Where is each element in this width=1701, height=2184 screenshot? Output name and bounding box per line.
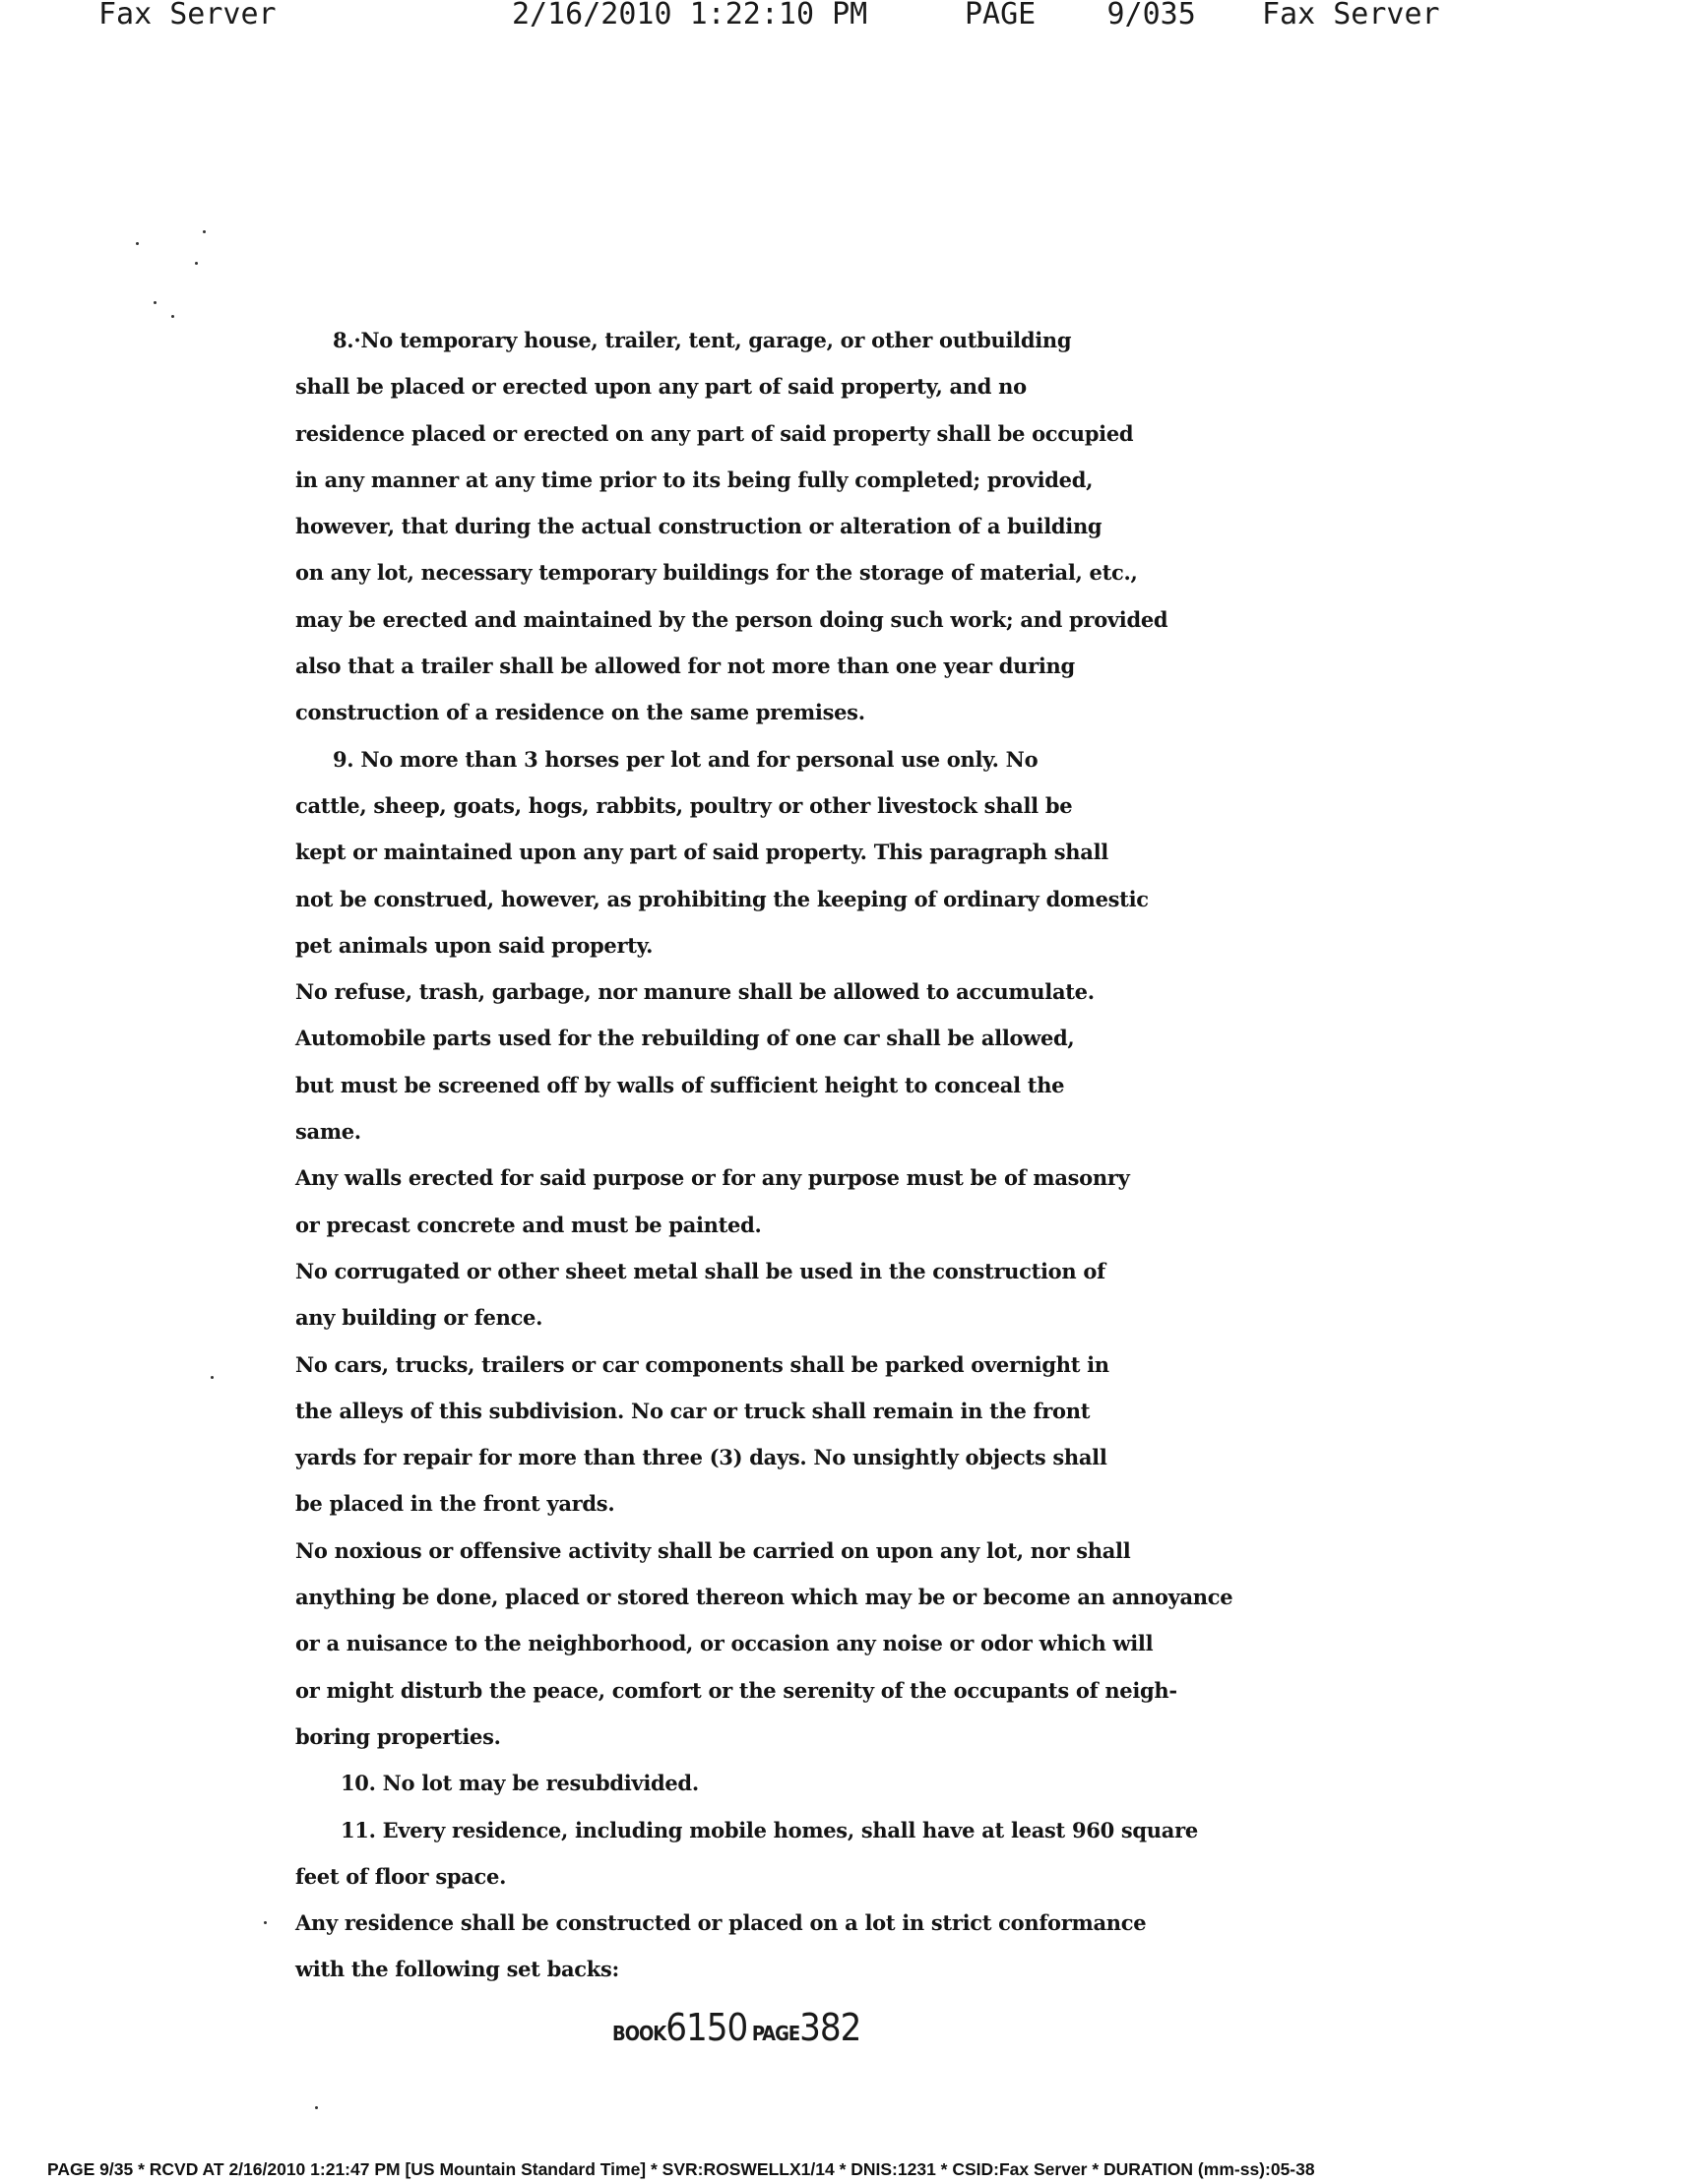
document-line: Automobile parts used for the rebuilding of one car shall be allowed,	[295, 1026, 1075, 1051]
document-line: same.	[295, 1119, 361, 1145]
document-line: shall be placed or erected upon any part of said property, and no	[295, 374, 1027, 400]
fax-header-sender: Fax Server	[98, 0, 277, 31]
fax-header-page: PAGE 9/035	[965, 0, 1196, 31]
scan-speck	[211, 1376, 214, 1379]
document-line: or precast concrete and must be painted.	[295, 1212, 762, 1237]
page-number: 382	[799, 2006, 861, 2049]
document-line: residence placed or erected on any part of said property shall be occupied	[295, 420, 1134, 446]
document-line: not be construed, however, as prohibiting the keeping of ordinary domestic	[295, 886, 1149, 911]
document-line: Any residence shall be constructed or placed on a lot in strict conformance	[295, 1910, 1147, 1936]
book-page-stamp	[612, 2006, 860, 2049]
document-line: but must be screened off by walls of sufficient height to conceal the	[295, 1072, 1065, 1097]
document-line: feet of floor space.	[295, 1863, 507, 1889]
fax-header-receiver: Fax Server	[1262, 0, 1440, 31]
document-line: construction of a residence on the same premises.	[295, 700, 865, 725]
document-line: 8.·No temporary house, trailer, tent, garage, or other outbuilding	[333, 328, 1072, 352]
document-line: be placed in the front yards.	[295, 1491, 615, 1517]
scan-speck	[203, 230, 206, 233]
fax-header-datetime: 2/16/2010 1:22:10 PM	[512, 0, 868, 31]
document-line: kept or maintained upon any part of said property. This paragraph shall	[295, 840, 1108, 865]
book-label: BOOK	[612, 2022, 666, 2045]
document-line: yards for repair for more than three (3) days. No unsightly objects shall	[295, 1445, 1107, 1470]
document-line: or a nuisance to the neighborhood, or occasion any noise or odor which will	[295, 1631, 1154, 1656]
document-line: or might disturb the peace, comfort or the serenity of the occupants of neigh-	[295, 1677, 1177, 1703]
document-line: any building or fence.	[295, 1305, 543, 1331]
document-line: with the following set backs:	[295, 1957, 619, 1982]
scan-speck	[315, 2106, 318, 2109]
document-line: boring properties.	[295, 1723, 501, 1749]
scan-speck	[264, 1921, 267, 1924]
page-label: PAGE	[751, 2022, 800, 2045]
document-line: No refuse, trash, garbage, nor manure shall be allowed to accumulate.	[295, 979, 1095, 1005]
document-line: 10. No lot may be resubdivided.	[341, 1771, 699, 1796]
document-line: also that a trailer shall be allowed for not more than one year during	[295, 654, 1075, 679]
scan-speck	[171, 315, 174, 318]
scan-speck	[154, 301, 157, 304]
scan-speck	[136, 242, 139, 245]
document-line: Any walls erected for said purpose or for any purpose must be of masonry	[295, 1165, 1130, 1191]
fax-header	[0, 0, 1701, 39]
document-body	[295, 317, 1240, 1993]
document-line: may be erected and maintained by the person doing such work; and provided	[295, 606, 1168, 632]
document-line: anything be done, placed or stored thereon which may be or become an annoyance	[295, 1585, 1233, 1610]
document-line: No noxious or offensive activity shall be carried on upon any lot, nor shall	[295, 1537, 1131, 1563]
document-line: No cars, trucks, trailers or car components shall be parked overnight in	[295, 1351, 1109, 1377]
document-line: however, that during the actual construction or alteration of a building	[295, 514, 1102, 539]
document-line: No corrugated or other sheet metal shall be used in the construction of	[295, 1258, 1105, 1283]
fax-footer: PAGE 9/35 * RCVD AT 2/16/2010 1:21:47 PM [US Mountain Standard Time] * SVR:ROSWELLX1/14 * DNIS:1231 * CSID:Fax Server * DURATION (mm-ss):05-38	[47, 2159, 1315, 2179]
book-number: 6150	[665, 2006, 748, 2049]
document-line: in any manner at any time prior to its being fully completed; provided,	[295, 467, 1094, 492]
scan-speck	[195, 262, 198, 265]
document-line: pet animals upon said property.	[295, 932, 654, 958]
document-line: 11. Every residence, including mobile homes, shall have at least 960 square	[341, 1817, 1198, 1842]
document-line: on any lot, necessary temporary buildings for the storage of material, etc.,	[295, 560, 1138, 586]
document-line: 9. No more than 3 horses per lot and for personal use only. No	[333, 746, 1039, 772]
document-line: cattle, sheep, goats, hogs, rabbits, poultry or other livestock shall be	[295, 792, 1073, 818]
document-line: the alleys of this subdivision. No car or truck shall remain in the front	[295, 1398, 1091, 1423]
